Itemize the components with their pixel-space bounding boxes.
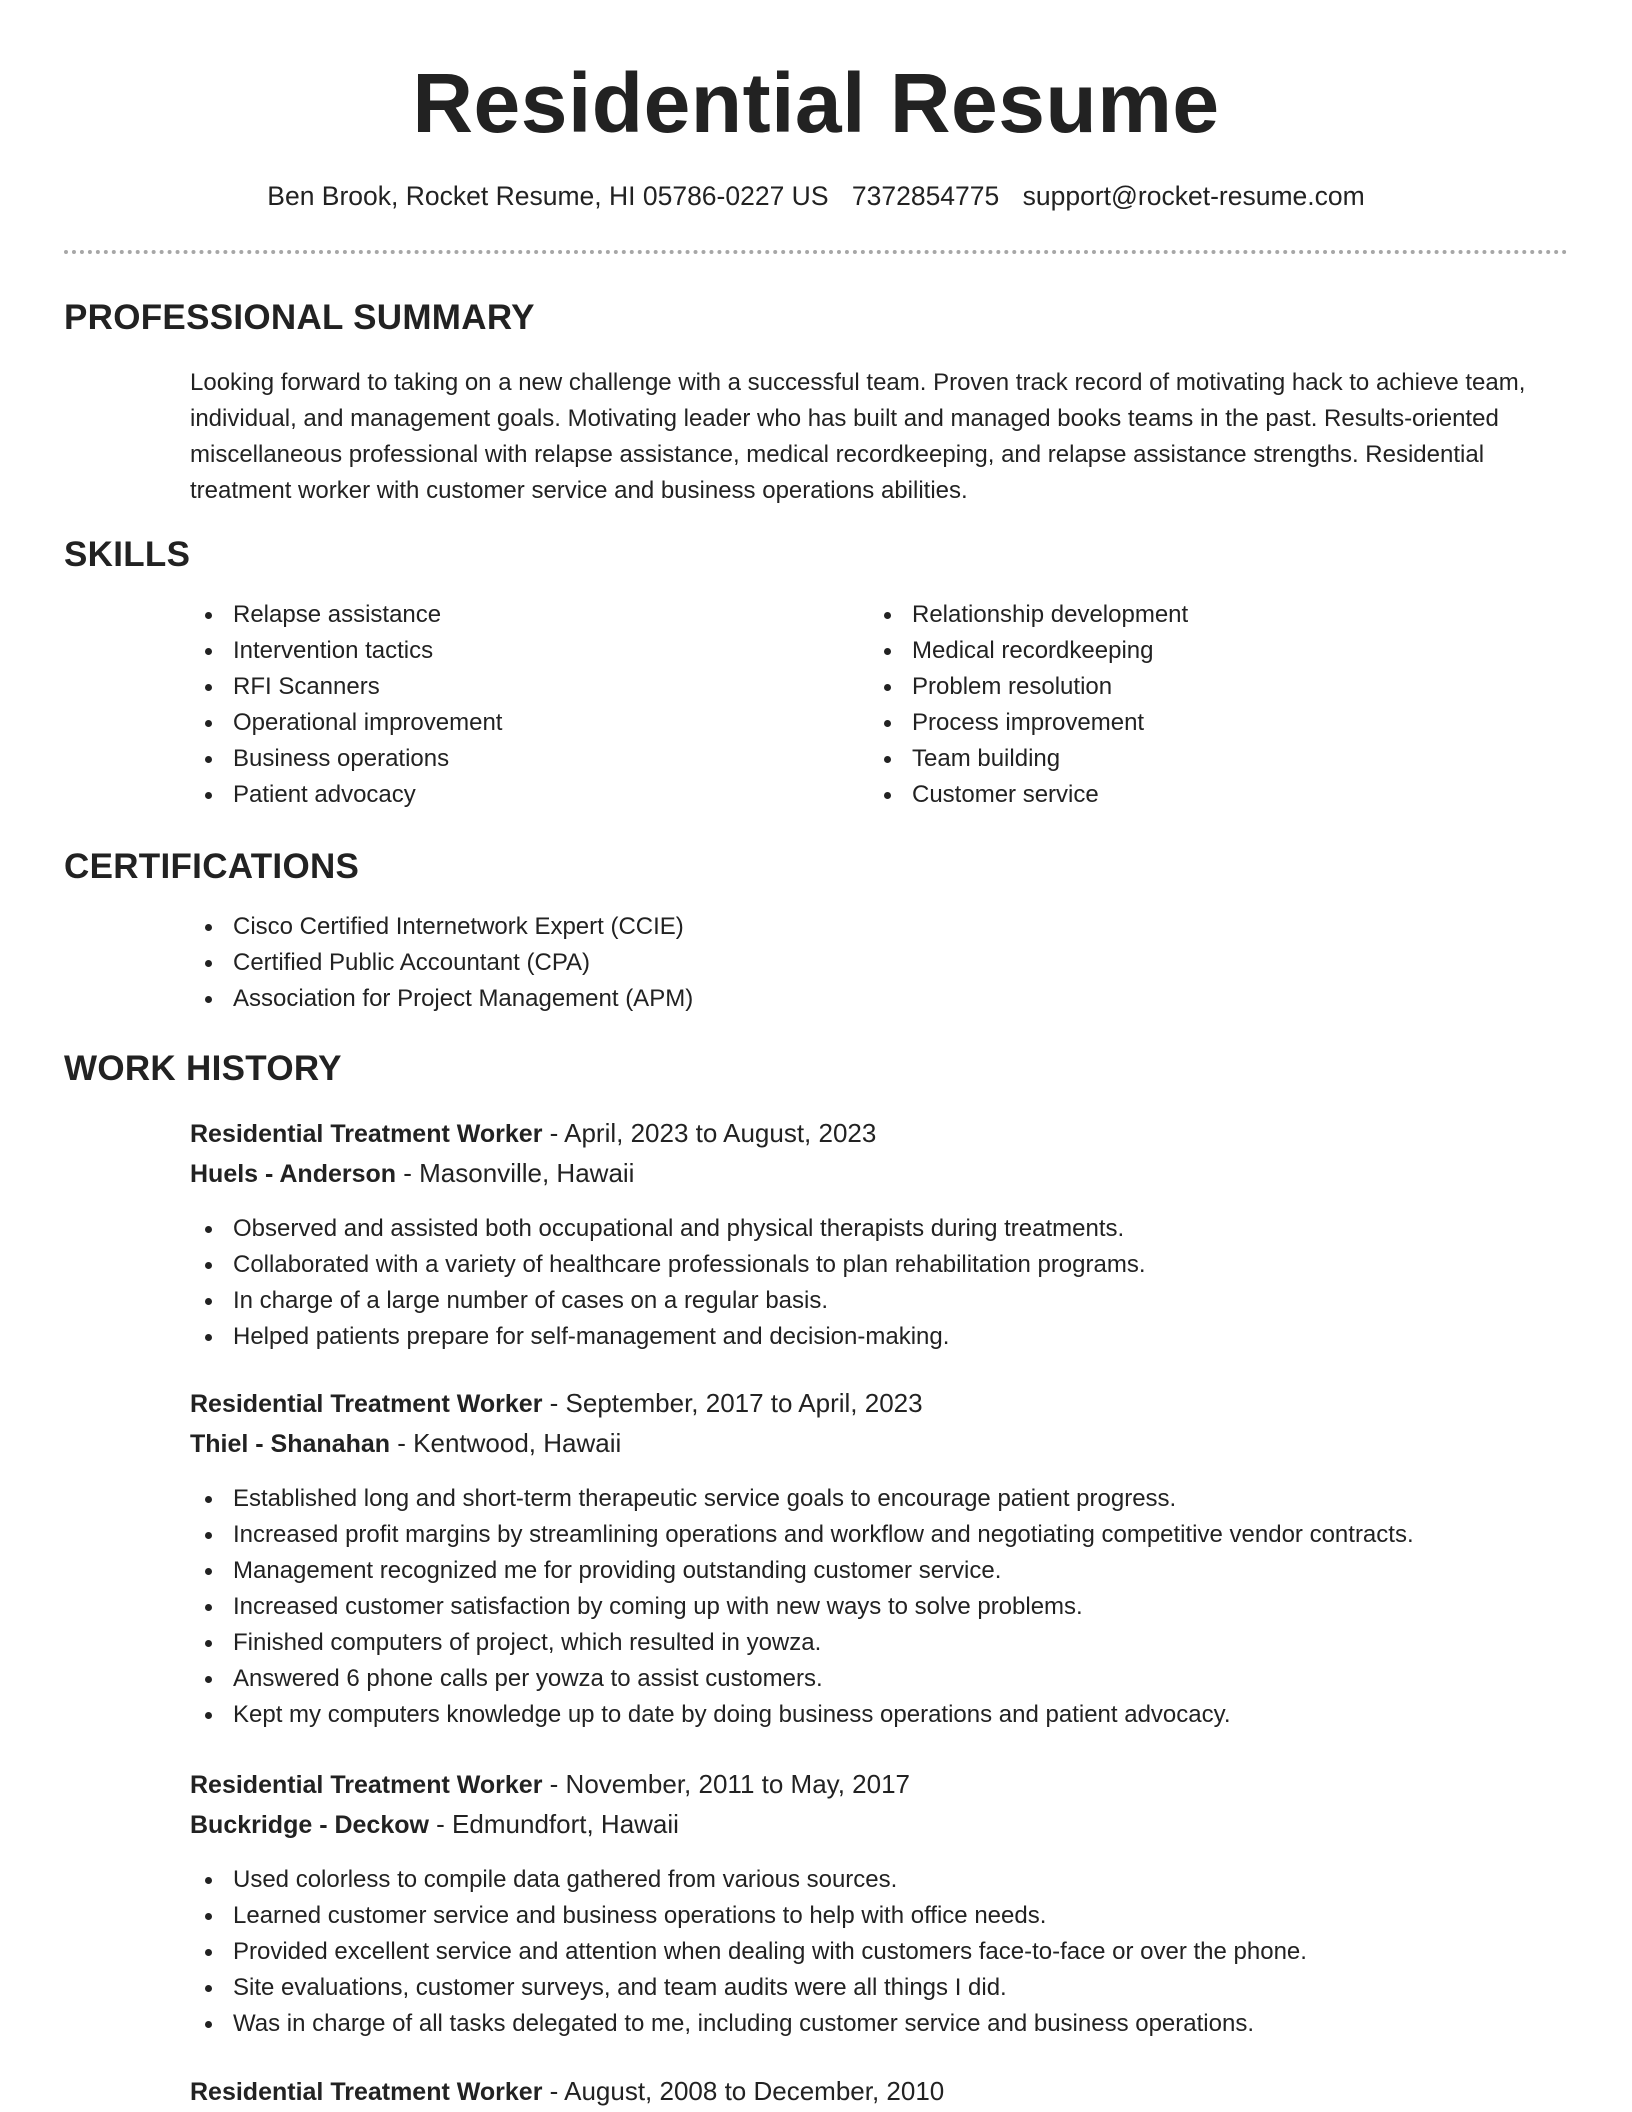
skills-list-right: [869, 597, 1188, 813]
job-company: Huels - Anderson: [190, 1160, 397, 1188]
contact-email: support@rocket-resume.com: [1022, 181, 1365, 211]
certification-item: Certified Public Accountant (CPA): [190, 945, 693, 981]
summary-heading: PROFESSIONAL SUMMARY: [64, 298, 535, 337]
job-title-line: [190, 1388, 923, 1419]
job-bullets: [190, 1481, 1414, 1733]
job-company: Buckridge - Deckow: [190, 1811, 429, 1839]
skill-item: Process improvement: [869, 705, 1188, 741]
certifications-heading: CERTIFICATIONS: [64, 847, 360, 886]
skill-item: Intervention tactics: [190, 633, 502, 669]
page-title: Residential Resume: [412, 56, 1220, 150]
job-title-line: [190, 1769, 910, 1800]
job-dates: - April, 2023 to August, 2023: [542, 1118, 877, 1148]
job-company-line: [190, 1428, 621, 1459]
skill-item: Business operations: [190, 741, 502, 777]
work-history-heading: WORK HISTORY: [64, 1049, 342, 1088]
job-company: Thiel - Shanahan: [190, 1430, 391, 1458]
job-title: Residential Treatment Worker: [190, 1771, 543, 1799]
job-bullets: [190, 1862, 1307, 2042]
certification-item: Association for Project Management (APM): [190, 981, 693, 1017]
job-bullet: Learned customer service and business operations to help with office needs.: [190, 1898, 1307, 1934]
job-title: Residential Treatment Worker: [190, 2078, 543, 2106]
job-bullet: Finished computers of project, which resulted in yowza.: [190, 1625, 1414, 1661]
job-company-line: [190, 1809, 679, 1840]
job-bullet: Was in charge of all tasks delegated to me, including customer service and business operations.: [190, 2006, 1307, 2042]
job-bullet: In charge of a large number of cases on a regular basis.: [190, 1283, 1146, 1319]
skill-item: Operational improvement: [190, 705, 502, 741]
job-title-line: [190, 2076, 944, 2107]
skill-item: Problem resolution: [869, 669, 1188, 705]
job-company-line: [190, 1158, 634, 1189]
job-location: - Kentwood, Hawaii: [390, 1428, 622, 1458]
job-bullet: Provided excellent service and attention when dealing with customers face-to-face or over the phone.: [190, 1934, 1307, 1970]
job-bullet: Answered 6 phone calls per yowza to assist customers.: [190, 1661, 1414, 1697]
contact-address: Ben Brook, Rocket Resume, HI 05786-0227 US: [267, 181, 829, 211]
skills-heading: SKILLS: [64, 535, 191, 574]
summary-text: Looking forward to taking on a new challenge with a successful team. Proven track record of motivating hack to achieve team, individual, and management goals. Motivating leader who has built and managed books teams in the past. Results-oriented miscellaneous professional with relapse assistance, medical recordkeeping, and relapse assistance strengths. Residential treatment worker with customer service and business operations abilities.: [190, 369, 1526, 504]
job-bullet: Helped patients prepare for self-management and decision-making.: [190, 1319, 1146, 1355]
job-location: - Edmundfort, Hawaii: [428, 1809, 679, 1839]
skill-item: Customer service: [869, 777, 1188, 813]
job-bullets: [190, 1211, 1146, 1355]
job-title: Residential Treatment Worker: [190, 1120, 543, 1148]
certifications-list: [190, 909, 693, 1017]
job-title: Residential Treatment Worker: [190, 1390, 543, 1418]
job-bullet: Observed and assisted both occupational and physical therapists during treatments.: [190, 1211, 1146, 1247]
job-dates: - September, 2017 to April, 2023: [542, 1388, 923, 1418]
contact-line: [0, 181, 1632, 212]
skill-item: RFI Scanners: [190, 669, 502, 705]
skill-item: Relationship development: [869, 597, 1188, 633]
certification-item: Cisco Certified Internetwork Expert (CCIE): [190, 909, 693, 945]
skills-list-left: [190, 597, 502, 813]
job-bullet: Increased profit margins by streamlining operations and workflow and negotiating competitive vendor contracts.: [190, 1517, 1414, 1553]
skill-item: Medical recordkeeping: [869, 633, 1188, 669]
job-dates: - November, 2011 to May, 2017: [542, 1769, 911, 1799]
job-bullet: Increased customer satisfaction by coming up with new ways to solve problems.: [190, 1589, 1414, 1625]
job-dates: - August, 2008 to December, 2010: [542, 2076, 945, 2106]
job-bullet: Site evaluations, customer surveys, and team audits were all things I did.: [190, 1970, 1307, 2006]
skill-item: Team building: [869, 741, 1188, 777]
job-bullet: Kept my computers knowledge up to date by doing business operations and patient advocacy.: [190, 1697, 1414, 1733]
contact-phone: 7372854775: [851, 181, 1000, 211]
job-bullet: Collaborated with a variety of healthcare professionals to plan rehabilitation programs.: [190, 1247, 1146, 1283]
job-bullet: Used colorless to compile data gathered from various sources.: [190, 1862, 1307, 1898]
skill-item: Relapse assistance: [190, 597, 502, 633]
job-bullet: Established long and short-term therapeutic service goals to encourage patient progress.: [190, 1481, 1414, 1517]
job-title-line: [190, 1118, 876, 1149]
job-location: - Masonville, Hawaii: [396, 1158, 635, 1188]
skill-item: Patient advocacy: [190, 777, 502, 813]
job-bullet: Management recognized me for providing outstanding customer service.: [190, 1553, 1414, 1589]
header-divider: [64, 250, 1568, 254]
